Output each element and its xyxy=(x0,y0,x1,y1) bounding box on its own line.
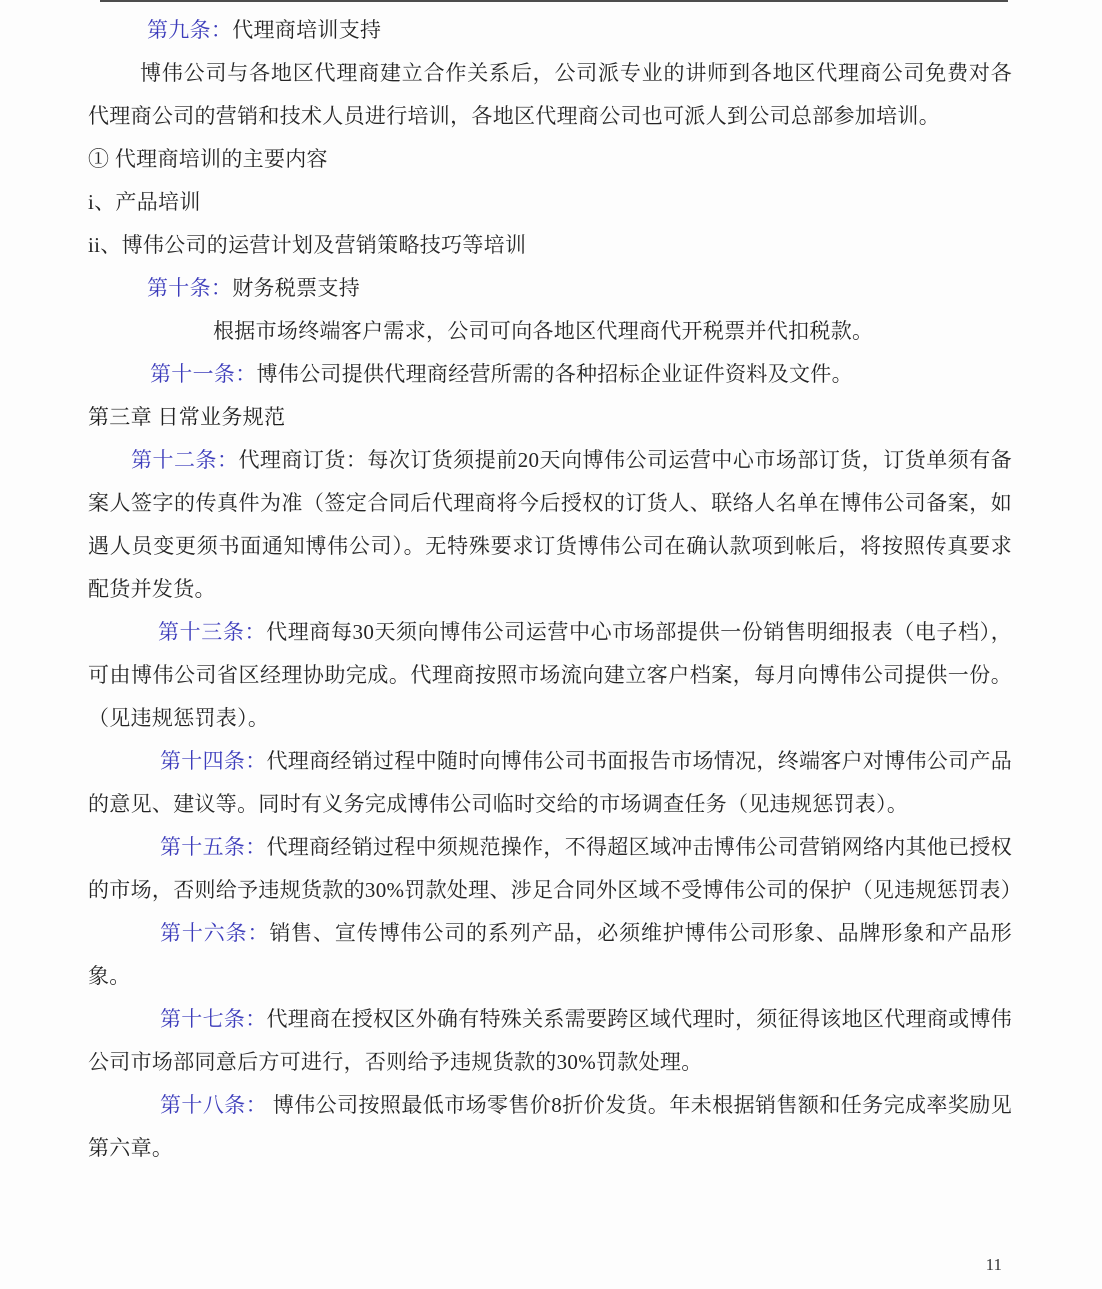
article-17-text: 代理商在授权区外确有特殊关系需要跨区域代理时，须征得该地区代理商或博伟公司市场部同意后方可进行，否则给予违规货款的30%罚款处理。 xyxy=(88,1007,1012,1074)
article-18 xyxy=(88,1084,1012,1170)
article-9-heading xyxy=(88,9,1012,52)
article-14 xyxy=(88,740,1012,826)
article-11-label: 第十一条： xyxy=(150,362,257,386)
article-9-label: 第九条： xyxy=(147,18,233,42)
article-15 xyxy=(88,826,1022,912)
article-15-text: 代理商经销过程中须规范操作，不得超区域冲击博伟公司营销网络内其他已授权的市场，否则给予违规货款的30%罚款处理、涉足合同外区域不受博伟公司的保护（见违规惩罚表） xyxy=(88,835,1022,902)
article-10-label: 第十条： xyxy=(147,276,233,300)
article-11-text: 博伟公司提供代理商经营所需的各种招标企业证件资料及文件。 xyxy=(256,362,853,386)
training-list-heading: ① 代理商培训的主要内容 xyxy=(88,147,328,171)
article-12-text: 代理商订货：每次订货须提前20天向博伟公司运营中心市场部订货，订货单须有备案人签字的传真件为准（签定合同后代理商将今后授权的订货人、联络人名单在博伟公司备案，如遇人员变更须书面通知博伟公司）。无特殊要求订货博伟公司在确认款项到帐后，将按照传真要求配货并发货。 xyxy=(88,448,1013,601)
article-10-body: 根据市场终端客户需求，公司可向各地区代理商代开税票并代扣税款。 xyxy=(213,319,874,343)
article-13-label: 第十三条： xyxy=(158,620,267,644)
article-15-label: 第十五条： xyxy=(160,835,267,859)
training-item-ii: ii、博伟公司的运营计划及营销策略技巧等培训 xyxy=(88,233,527,257)
article-16 xyxy=(88,912,1012,998)
page-number: 11 xyxy=(985,1255,1002,1274)
article-16-label: 第十六条： xyxy=(160,921,270,945)
article-18-text: 博伟公司按照最低市场零售价8折价发货。年未根据销售额和任务完成率奖励见第六章。 xyxy=(88,1093,1013,1160)
article-14-label: 第十四条： xyxy=(160,749,267,773)
chapter-3-heading: 第三章 日常业务规范 xyxy=(88,405,286,429)
article-14-text: 代理商经销过程中随时向博伟公司书面报告市场情况，终端客户对博伟公司产品的意见、建议等。同时有义务完成博伟公司临时交给的市场调查任务（见违规惩罚表）。 xyxy=(88,749,1012,816)
training-item-i: i、产品培训 xyxy=(88,190,201,214)
article-17 xyxy=(88,998,1012,1084)
article-12-label: 第十二条： xyxy=(131,448,239,472)
article-13-text: 代理商每30天须向博伟公司运营中心市场部提供一份销售明细报表（电子档），可由博伟公司省区经理协助完成。代理商按照市场流向建立客户档案，每月向博伟公司提供一份。（见违规惩罚表）。 xyxy=(88,620,1013,730)
article-11 xyxy=(88,353,1012,396)
article-10-heading xyxy=(88,267,1012,310)
scan-artifact-line xyxy=(100,0,1008,2)
article-13 xyxy=(88,611,1012,740)
article-10-title: 财务税票支持 xyxy=(232,276,361,300)
article-16-text: 销售、宣传博伟公司的系列产品，必须维护博伟公司形象、品牌形象和产品形象。 xyxy=(88,921,1013,988)
article-18-label: 第十八条： xyxy=(160,1093,268,1117)
article-12 xyxy=(88,439,1012,611)
article-17-label: 第十七条： xyxy=(160,1007,267,1031)
article-9-body: 博伟公司与各地区代理商建立合作关系后，公司派专业的讲师到各地区代理商公司免费对各代理商公司的营销和技术人员进行培训，各地区代理商公司也可派人到公司总部参加培训。 xyxy=(88,61,1012,128)
article-9-title: 代理商培训支持 xyxy=(232,18,382,42)
